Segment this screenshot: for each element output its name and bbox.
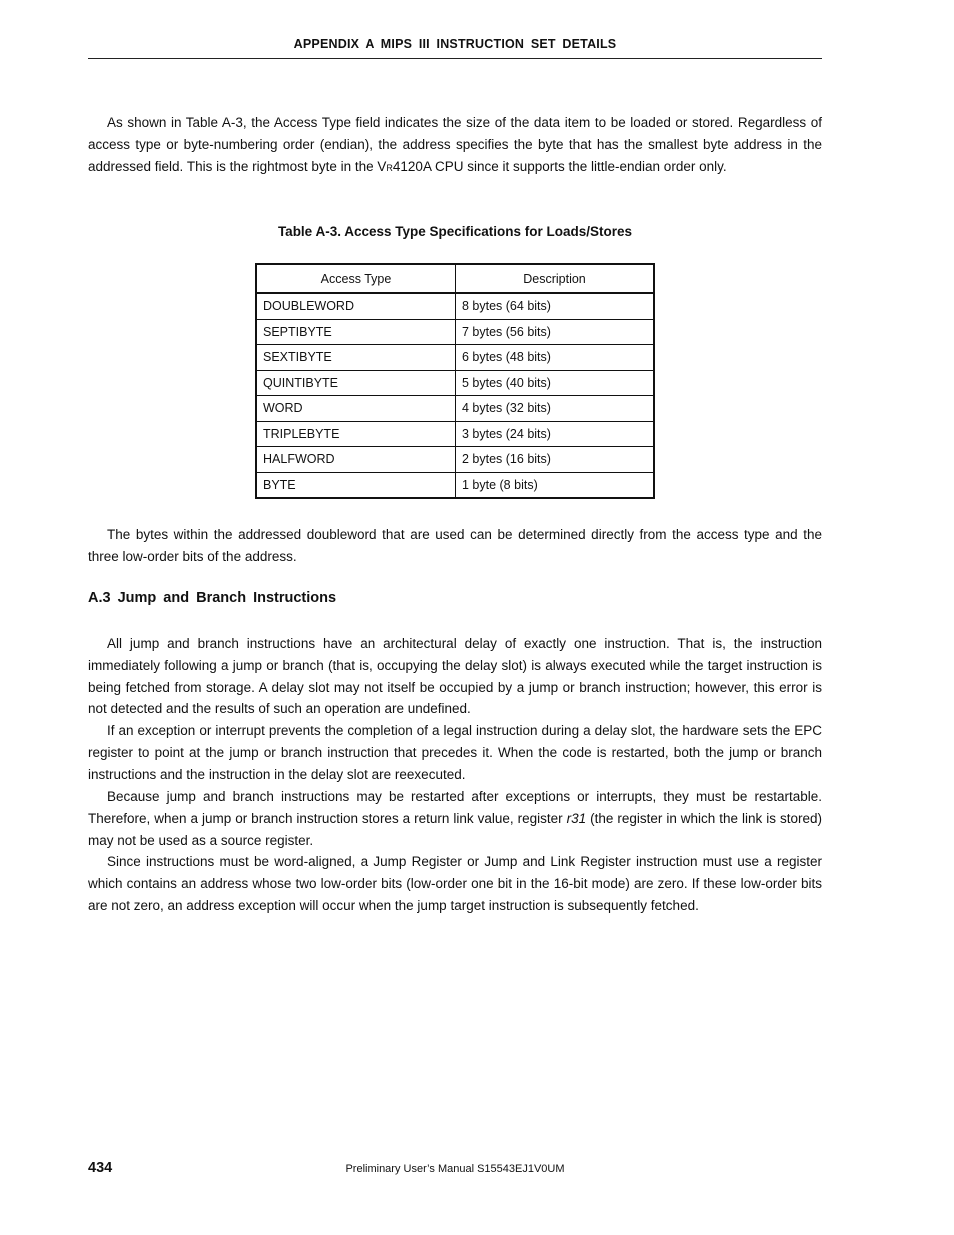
- body-paragraph-1: All jump and branch instructions have an architectural delay of exactly one instruction. That is, the instruction immediately following a jump or branch (that is, occupying the delay slot) is always executed while the target instruction is being fetched from storage. A delay slot may not itself be occupied by a jump or branch instruction; however, this error is not detected and the results of such an operation are undefined.: [88, 636, 822, 717]
- access-type-cell: HALFWORD: [256, 447, 456, 473]
- description-cell: 1 byte (8 bits): [456, 472, 655, 498]
- table-row: [256, 421, 654, 447]
- access-type-cell: SEXTIBYTE: [256, 345, 456, 371]
- running-header: APPENDIX A MIPS III INSTRUCTION SET DETAILS: [293, 37, 617, 51]
- column-header-access-type: Access Type: [256, 264, 456, 293]
- register-name: r31: [566, 810, 587, 826]
- body-paragraph-3-text-1: Because jump and branch instructions may be restarted after exceptions or interrupts, they must be restartable. Therefore, when a jump or branch instruction stores a return link value, register: [88, 789, 822, 826]
- description-cell: 2 bytes (16 bits): [456, 447, 655, 473]
- header-divider: [88, 58, 822, 59]
- column-header-description: Description: [456, 264, 655, 293]
- access-type-cell: QUINTIBYTE: [256, 370, 456, 396]
- description-cell: 7 bytes (56 bits): [456, 319, 655, 345]
- table-row: [256, 293, 654, 319]
- intro-text-1: As shown in Table A-3, the Access Type field indicates the size of the data item to be loaded or stored. Regardless of access type or byte-numbering order (endian), the address specifies the byte that has the smallest byte address in the addressed field. This is the rightmost byte in the V: [88, 115, 822, 174]
- body-paragraph-2: If an exception or interrupt prevents the completion of a legal instruction during a delay slot, the hardware sets the EPC register to point at the jump or branch instruction that precedes it. When the code is restarted, both the jump or branch instructions and the instruction in the delay slot are reexecuted.: [88, 723, 822, 782]
- page-number: 434: [88, 1160, 113, 1176]
- body-paragraph-4: Since instructions must be word-aligned, a Jump Register or Jump and Link Register instruction must use a register which contains an address whose two low-order bits (low-order one bit in the 16-bit mode) are zero. If these low-order bits are not zero, an address exception will occur when the jump target instruction is subsequently fetched.: [88, 854, 822, 913]
- description-cell: 8 bytes (64 bits): [456, 293, 655, 319]
- description-cell: 3 bytes (24 bits): [456, 421, 655, 447]
- intro-subscript: R: [386, 162, 393, 173]
- table-row: [256, 396, 654, 422]
- table-row: [256, 319, 654, 345]
- description-cell: 4 bytes (32 bits): [456, 396, 655, 422]
- table-header-row: [256, 264, 654, 293]
- access-type-cell: DOUBLEWORD: [256, 293, 456, 319]
- intro-text-2: 4120A CPU since it supports the little-endian order only.: [392, 158, 727, 174]
- access-type-cell: WORD: [256, 396, 456, 422]
- access-type-cell: SEPTIBYTE: [256, 319, 456, 345]
- table-row: [256, 472, 654, 498]
- after-table-paragraph: The bytes within the addressed doubleword that are used can be determined directly from the access type and the three low-order bits of the address.: [88, 527, 822, 564]
- access-type-cell: TRIPLEBYTE: [256, 421, 456, 447]
- intro-paragraph: [88, 112, 822, 179]
- body-paragraph-3-text-2: (the register in which the link is stored) may not be used as a source register.: [88, 810, 822, 848]
- footer-manual-title: Preliminary User’s Manual S15543EJ1V0UM: [345, 1163, 565, 1175]
- table-caption: Table A-3. Access Type Specifications for Loads/Stores: [277, 224, 633, 239]
- access-type-table: [255, 263, 655, 499]
- table-row: [256, 447, 654, 473]
- table-row: [256, 370, 654, 396]
- access-type-cell: BYTE: [256, 472, 456, 498]
- table-row: [256, 345, 654, 371]
- body-paragraph-3: [88, 786, 822, 851]
- description-cell: 5 bytes (40 bits): [456, 370, 655, 396]
- section-heading: A.3 Jump and Branch Instructions: [88, 590, 337, 606]
- description-cell: 6 bytes (48 bits): [456, 345, 655, 371]
